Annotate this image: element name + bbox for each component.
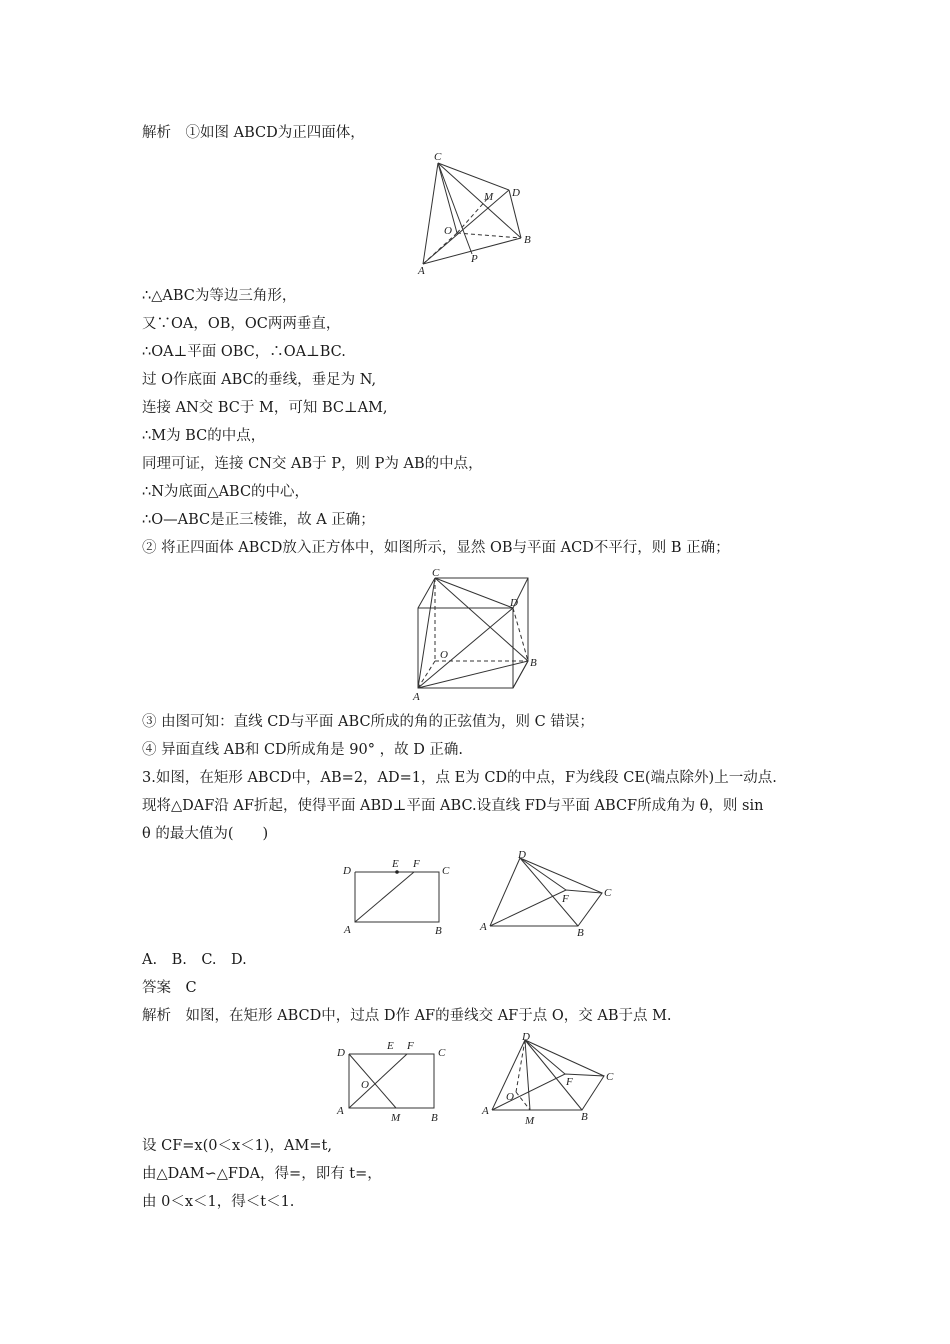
text-line: 现将△DAF沿 AF折起，使得平面 ABD⊥平面 ABC.设直线 FD与平面 ABCF所成角为 θ，则 sin [142,798,764,814]
label-A: A [482,1105,489,1117]
text-line: ∴O—ABC是正三棱锥，故 A 正确； [142,512,375,528]
label-C: C [442,865,450,877]
label-O: O [440,649,448,661]
label-A: A [344,924,351,936]
text-line: 又∵OA，OB，OC两两垂直， [142,316,341,332]
figure-folded-2 [478,1030,623,1130]
text-line: 由 0＜x＜1，得＜t＜1. [142,1194,295,1210]
text-line: 解析 ①如图 ABCD为正四面体， [142,125,365,141]
text-line: 设 CF=x(0＜x＜1)，AM=t, [142,1138,332,1154]
text-line: 同理可证，连接 CN交 AB于 P，则 P为 AB的中点， [142,456,483,472]
text-line: ∴OA⊥平面 OBC，∴OA⊥BC. [142,344,346,360]
label-B: B [435,925,442,937]
figure-rectangle [340,856,460,938]
label-O: O [444,225,452,237]
text-line: 由△DAM∽△FDA，得=，即有 t=， [142,1166,382,1182]
text-line: ④ 异面直线 AB和 CD所成角是 90° ，故 D 正确. [142,742,464,758]
text-line: ∴△ABC为等边三角形， [142,288,297,304]
text-line: θ 的最大值为( ) [142,826,269,842]
label-C: C [606,1071,614,1083]
label-P: P [471,253,478,265]
label-E: E [387,1040,394,1052]
label-A: A [480,921,487,933]
figure-folded [478,848,613,936]
label-A: A [337,1105,344,1117]
options: A. B. C. D. [142,952,247,968]
text-line: ∴N为底面△ABC的中心， [142,484,310,500]
label-D: D [337,1047,345,1059]
text-line: 解析 如图，在矩形 ABCD中，过点 D作 AF的垂线交 AF于点 O，交 AB于点 M. [142,1008,672,1024]
label-M: M [525,1115,535,1127]
figure-tetrahedron [412,150,542,276]
text-line: ② 将正四面体 ABCD放入正方体中，如图所示，显然 OB与平面 ACD不平行，则 B 正确； [142,540,730,556]
label-F: F [562,893,569,905]
label-C: C [438,1047,446,1059]
text-line: 过 O作底面 ABC的垂线，垂足为 N, [142,372,377,388]
label-F: F [413,858,420,870]
label-M: M [391,1112,401,1124]
label-D: D [510,597,518,609]
label-D: D [522,1031,530,1043]
label-O: O [361,1079,369,1091]
text-line: ③ 由图可知：直线 CD与平面 ABC所成的角的正弦值为，则 C 错误； [142,714,594,730]
label-E: E [392,858,399,870]
label-O: O [506,1091,514,1103]
label-C: C [434,151,442,163]
label-D: D [518,849,526,861]
text-line: 连接 AN交 BC于 M，可知 BC⊥AM, [142,400,388,416]
label-F: F [566,1076,573,1088]
label-M: M [484,191,494,203]
label-B: B [431,1112,438,1124]
label-A: A [418,265,425,276]
text-line: ∴M为 BC的中点， [142,428,266,444]
label-F: F [407,1040,414,1052]
label-B: B [581,1111,588,1123]
answer: 答案 C [142,980,197,996]
text-line: 3.如图，在矩形 ABCD中，AB=2，AD=1，点 E为 CD的中点，F为线段 CE(端点除外)上一动点. [142,770,777,786]
figure-cube [408,566,543,704]
label-D: D [343,865,351,877]
label-C: C [604,887,612,899]
label-C: C [432,567,440,579]
label-A: A [413,691,420,703]
label-B: B [577,927,584,936]
label-B: B [524,234,531,246]
figure-rectangle-2 [334,1036,454,1126]
label-D: D [512,187,520,199]
label-B: B [530,657,537,669]
